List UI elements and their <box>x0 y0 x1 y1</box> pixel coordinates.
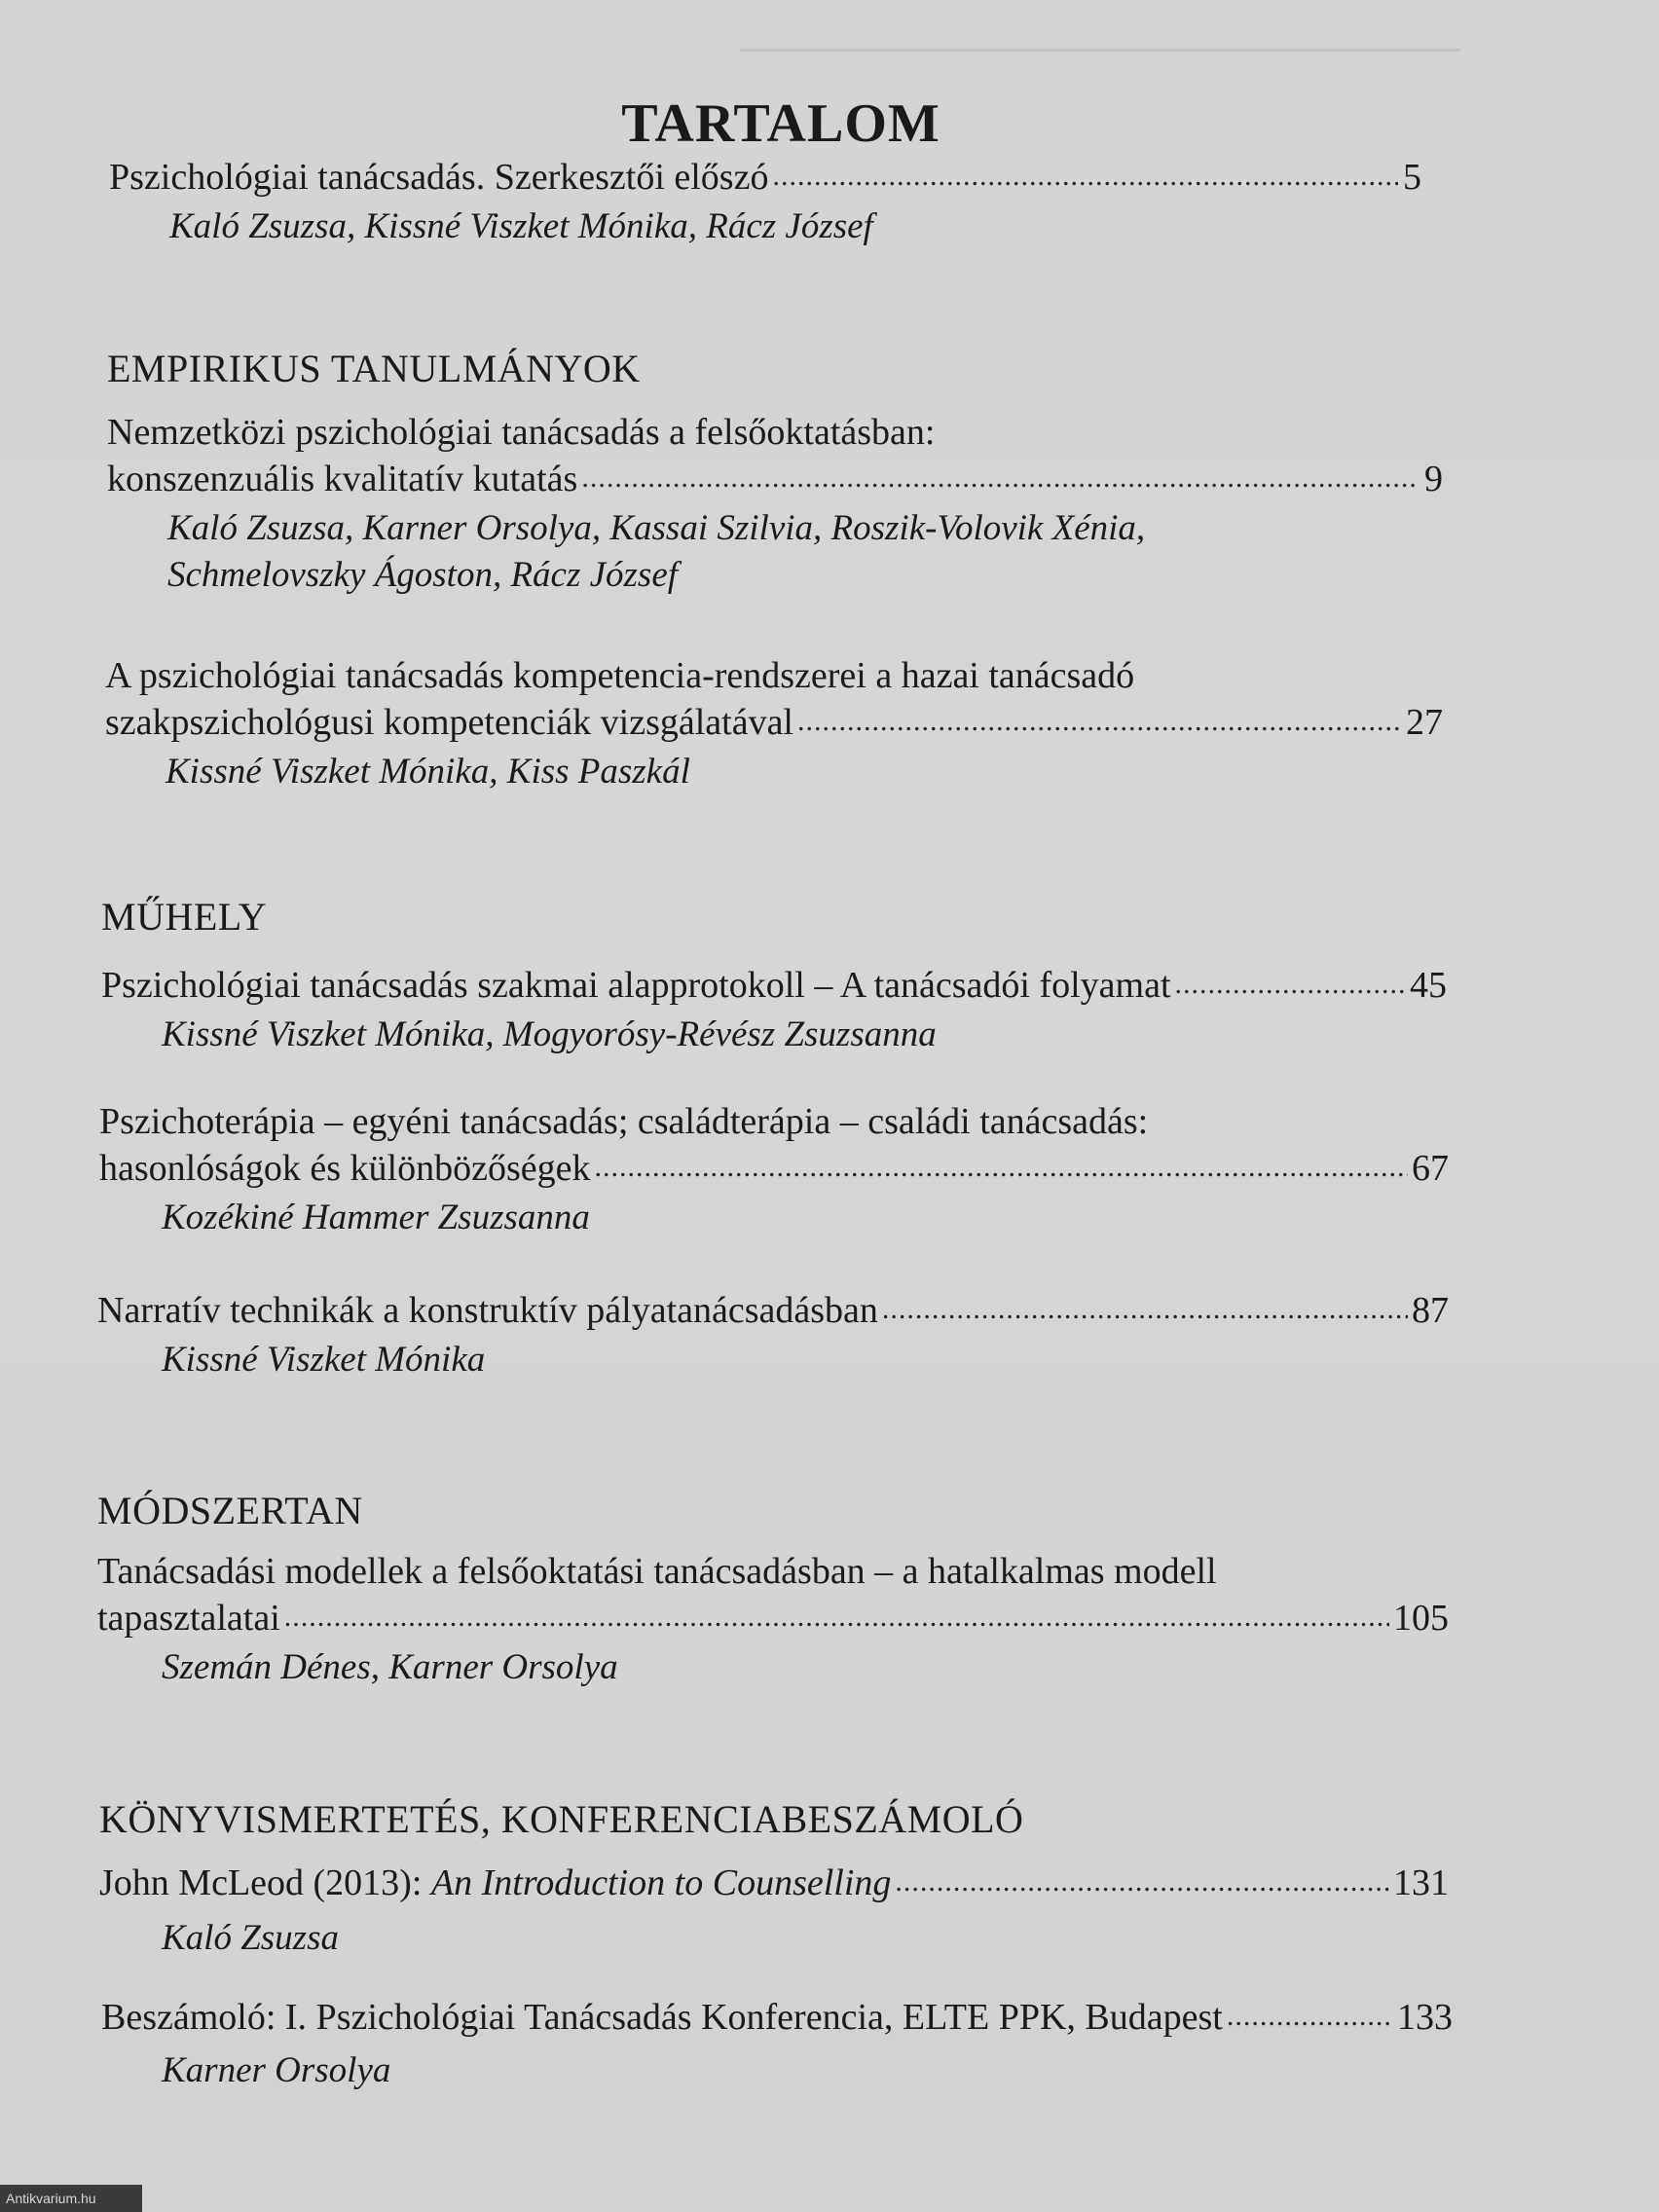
leader-dots <box>284 1591 1389 1641</box>
page-number: 133 <box>1397 1997 1453 2038</box>
section-heading-konyvismertetes: KÖNYVISMERTETÉS, KONFERENCIABESZÁMOLÓ <box>99 1797 1024 1841</box>
toc-entry-intro <box>109 154 1421 250</box>
source-watermark: Antikvarium.hu <box>0 2185 142 2212</box>
entry-title: Tanácsadási modellek a felsőoktatási tanácsadásban – a hatalkalmas modell <box>97 1551 1217 1592</box>
entry-authors: Karner Orsolya <box>162 2050 391 2090</box>
toc-entry <box>99 1098 1449 1241</box>
toc-line <box>101 1994 1453 2044</box>
header-rule <box>740 49 1460 52</box>
toc-line <box>97 1595 1449 1644</box>
toc-entry <box>99 1860 1449 1962</box>
entry-authors: Szemán Dénes, Karner Orsolya <box>162 1647 618 1687</box>
toc-line <box>109 154 1421 203</box>
toc-entry <box>107 409 1443 599</box>
entry-title: Pszichológiai tanácsadás. Szerkesztői előszó <box>109 157 769 198</box>
leader-dots <box>1227 1990 1393 2040</box>
entry-title <box>99 1860 891 1906</box>
toc-line <box>97 1287 1449 1337</box>
entry-title-italic: An Introduction to Counselling <box>430 1862 892 1903</box>
entry-title: A pszichológiai tanácsadás kompetencia-rendszerei a hazai tanácsadó <box>105 655 1135 696</box>
leader-dots <box>882 1283 1408 1333</box>
entry-authors: Kaló Zsuzsa, Kissné Viszket Mónika, Rácz József <box>169 206 873 246</box>
entry-title-cont: tapasztalatai <box>97 1598 280 1639</box>
entry-authors: Kissné Viszket Mónika <box>162 1340 486 1380</box>
toc-line <box>107 456 1443 505</box>
entry-title: Pszichológiai tanácsadás szakmai alapprotokoll – A tanácsadói folyamat <box>101 965 1171 1006</box>
section-heading-muhely: MŰHELY <box>101 895 268 939</box>
entry-authors: Kaló Zsuzsa <box>162 1918 339 1958</box>
toc-entry <box>101 962 1447 1058</box>
entry-authors: Kissné Viszket Mónika, Mogyorósy-Révész Zsuzsanna <box>162 1014 937 1054</box>
entry-title-prefix: John McLeod (2013): <box>99 1862 431 1903</box>
toc-entry <box>105 652 1443 795</box>
entry-authors-cont: Schmelovszky Ágoston, Rácz József <box>167 555 679 595</box>
leader-dots <box>581 452 1419 501</box>
entry-title: Pszichoterápia – egyéni tanácsadás; családterápia – családi tanácsadás: <box>99 1101 1149 1142</box>
toc-entry <box>97 1548 1449 1691</box>
section-heading-modszertan: MÓDSZERTAN <box>97 1489 363 1532</box>
page-number: 87 <box>1412 1290 1449 1331</box>
page-number: 45 <box>1410 965 1447 1006</box>
page-number: 5 <box>1403 157 1421 198</box>
toc-entry <box>101 1994 1453 2094</box>
page-number: 105 <box>1393 1598 1449 1639</box>
toc-line <box>99 1860 1449 1909</box>
entry-authors: Kozékiné Hammer Zsuzsanna <box>162 1198 590 1237</box>
entry-title-cont: hasonlóságok és különbözőségek <box>99 1148 591 1189</box>
page-number: 67 <box>1412 1148 1449 1189</box>
toc-line <box>101 962 1447 1012</box>
toc-entry <box>97 1287 1449 1383</box>
entry-authors: Kaló Zsuzsa, Karner Orsolya, Kassai Szilvia, Roszik-Volovik Xénia, <box>167 508 1146 548</box>
page-number: 131 <box>1393 1862 1449 1903</box>
entry-title-cont: konszenzuális kvalitatív kutatás <box>107 459 578 499</box>
leader-dots <box>797 695 1402 745</box>
section-heading-empirikus: EMPIRIKUS TANULMÁNYOK <box>107 347 641 390</box>
entry-title: Narratív technikák a konstruktív pályatanácsadásban <box>97 1290 878 1331</box>
leader-dots <box>1175 958 1406 1008</box>
leader-dots <box>895 1856 1389 1905</box>
leader-dots <box>772 150 1398 200</box>
entry-title: Beszámoló: I. Pszichológiai Tanácsadás Konferencia, ELTE PPK, Budapest <box>101 1997 1223 2038</box>
page-number: 27 <box>1406 702 1443 743</box>
entry-title: Nemzetközi pszichológiai tanácsadás a felsőoktatásban: <box>107 412 936 453</box>
toc-line <box>99 1145 1449 1195</box>
entry-authors: Kissné Viszket Mónika, Kiss Paszkál <box>166 752 690 792</box>
page-number: 9 <box>1424 459 1443 499</box>
entry-title-cont: szakpszichológusi kompetenciák vizsgálatával <box>105 702 793 743</box>
leader-dots <box>594 1141 1408 1191</box>
page-title: TARTALOM <box>621 93 940 154</box>
toc-line <box>105 699 1443 749</box>
